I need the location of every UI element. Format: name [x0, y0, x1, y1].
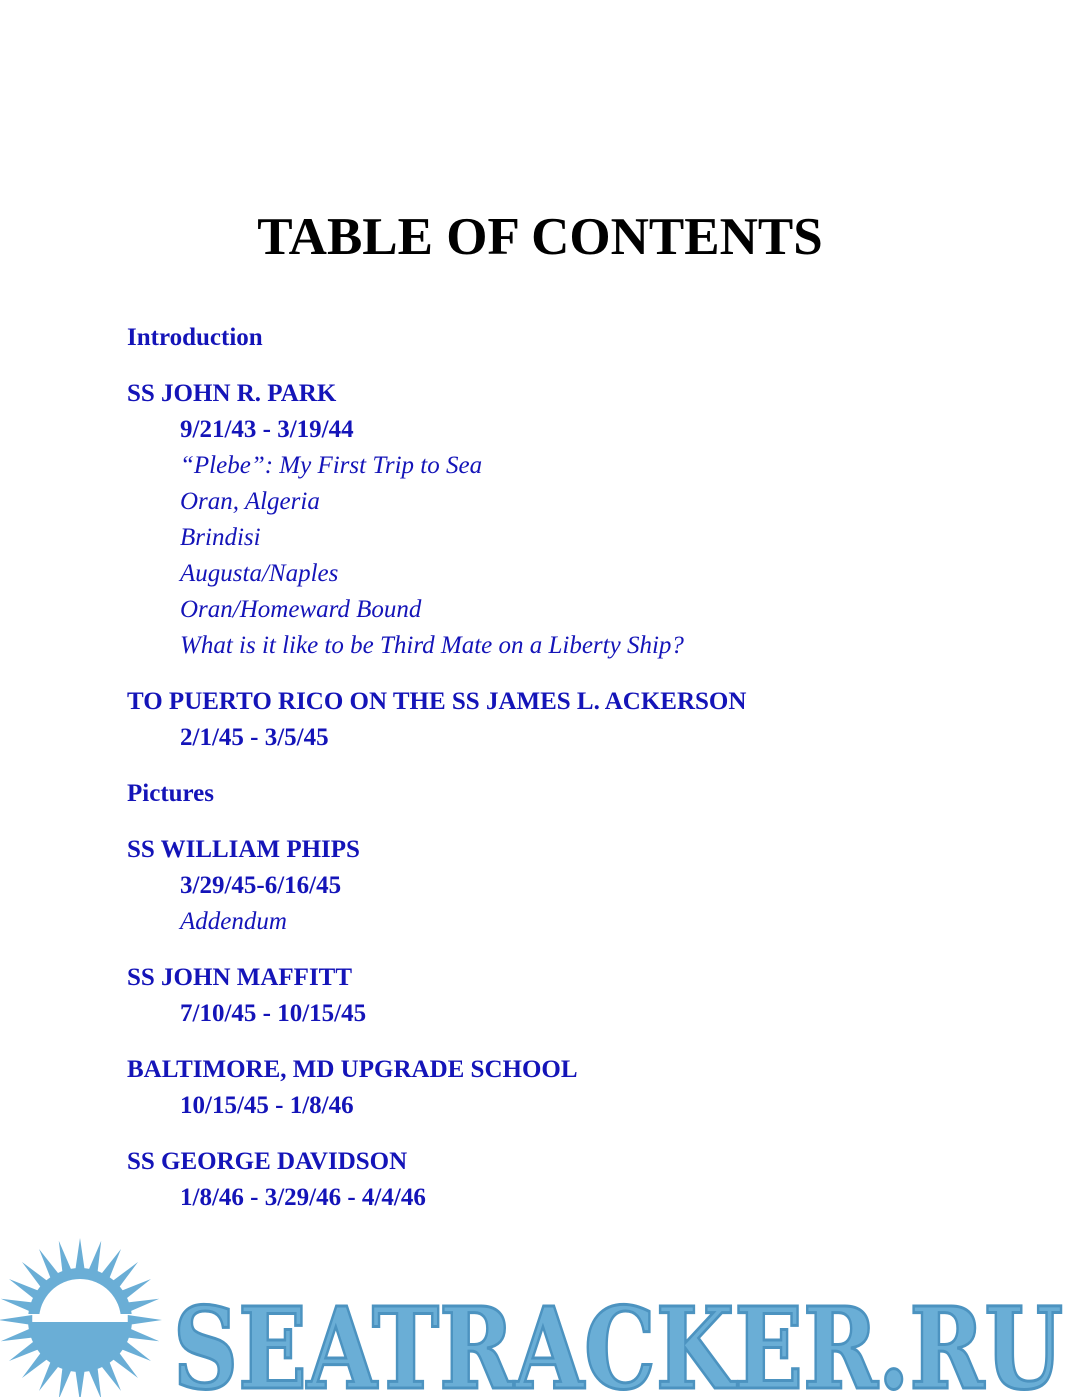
toc-link-john-r-park[interactable]: SS JOHN R. PARK: [127, 380, 337, 407]
toc-section-pictures: [127, 776, 1007, 812]
toc-subentries: [180, 868, 1007, 940]
toc-link-william-phips[interactable]: SS WILLIAM PHIPS: [127, 836, 360, 863]
table-of-contents: [127, 320, 1007, 1236]
toc-item-link[interactable]: Augusta/Naples: [180, 560, 339, 587]
toc-subentries: [180, 1088, 1007, 1124]
toc-item-link[interactable]: Oran, Algeria: [180, 488, 320, 515]
toc-dates-link[interactable]: 1/8/46 - 3/29/46 - 4/4/46: [180, 1184, 426, 1211]
sun-ray: [128, 1315, 162, 1325]
sun-ray: [75, 1238, 85, 1272]
toc-subentries: [180, 720, 1007, 756]
svg-text:SEATRACKER.RU: SEATRACKER.RU: [173, 1284, 1063, 1397]
toc-subentries: [180, 1180, 1007, 1216]
toc-dates-link[interactable]: 2/1/45 - 3/5/45: [180, 724, 329, 751]
toc-section-george-davidson: [127, 1144, 1007, 1216]
toc-subentries: [180, 996, 1007, 1032]
toc-item-link[interactable]: What is it like to be Third Mate on a Liberty Ship?: [180, 632, 684, 659]
toc-link-john-maffitt[interactable]: SS JOHN MAFFITT: [127, 964, 353, 991]
sun-logo-icon: [0, 1238, 162, 1397]
toc-dates-link[interactable]: 10/15/45 - 1/8/46: [180, 1092, 354, 1119]
watermark-text: [173, 1284, 1063, 1397]
toc-dates-link[interactable]: 3/29/45-6/16/45: [180, 872, 342, 899]
toc-item-link[interactable]: Oran/Homeward Bound: [180, 596, 422, 623]
toc-item-link[interactable]: Addendum: [180, 908, 287, 935]
toc-link-pictures[interactable]: Pictures: [127, 780, 215, 807]
toc-subentries: [180, 412, 1007, 664]
toc-section-john-r-park: [127, 376, 1007, 664]
toc-link-introduction[interactable]: Introduction: [127, 324, 263, 351]
seatracker-watermark: [0, 1236, 1080, 1397]
toc-section-james-l-ackerson: [127, 684, 1007, 756]
toc-link-baltimore-upgrade-school[interactable]: BALTIMORE, MD UPGRADE SCHOOL: [127, 1056, 578, 1083]
sun-ray: [0, 1315, 32, 1325]
toc-link-james-l-ackerson[interactable]: TO PUERTO RICO ON THE SS JAMES L. ACKERSON: [127, 688, 747, 715]
toc-item-link[interactable]: Brindisi: [180, 524, 261, 551]
toc-dates-link[interactable]: 7/10/45 - 10/15/45: [180, 1000, 367, 1027]
toc-section-introduction: [127, 320, 1007, 356]
toc-link-george-davidson[interactable]: SS GEORGE DAVIDSON: [127, 1148, 408, 1175]
toc-section-john-maffitt: [127, 960, 1007, 1032]
toc-section-baltimore-upgrade-school: [127, 1052, 1007, 1124]
sun-ray: [75, 1368, 85, 1397]
toc-section-william-phips: [127, 832, 1007, 940]
page-title: TABLE OF CONTENTS: [257, 208, 823, 266]
toc-item-link[interactable]: “Plebe”: My First Trip to Sea: [180, 452, 483, 479]
toc-dates-link[interactable]: 9/21/43 - 3/19/44: [180, 416, 354, 443]
